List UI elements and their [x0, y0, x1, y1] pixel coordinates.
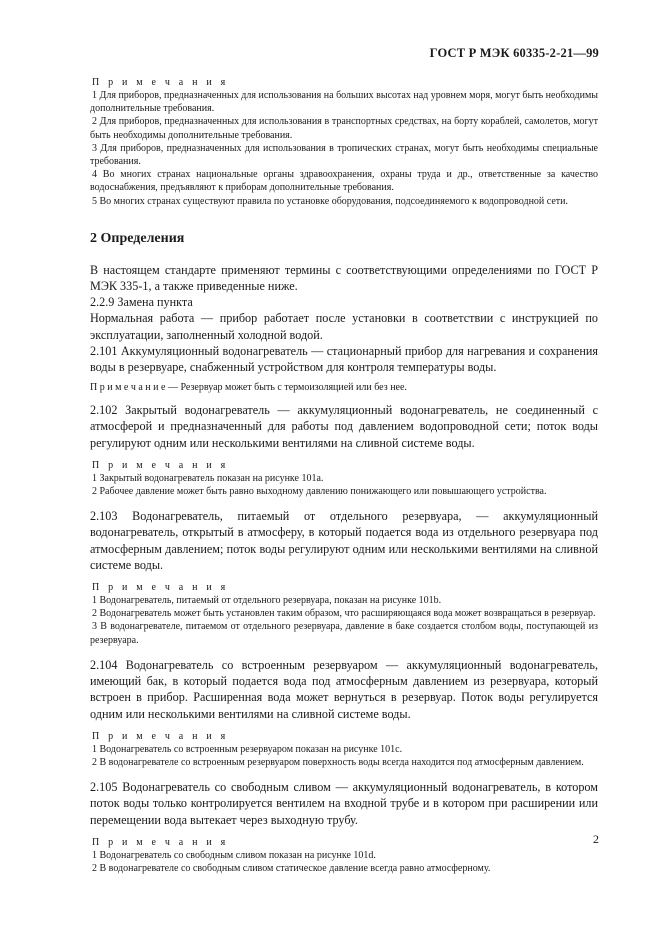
note-item: 1 Водонагреватель со встроенным резервуаром показан на рисунке 101c. — [92, 743, 403, 755]
notes-title: П р и м е ч а н и я — [92, 459, 229, 471]
note-item: 1 Водонагреватель, питаемый от отдельного резервуара, показан на рисунке 101b. — [92, 595, 442, 607]
clause-2-101: 2.101 Аккумуляционный водонагреватель — стационарный прибор для нагревания и сохранения воды в резервуаре, снабженный устройством для контроля температуры воды. — [90, 343, 598, 375]
definition-normal-work: Нормальная работа — прибор работает после установки в соответствии с инструкцией по эксплуатации, заполненный холодной водой. — [90, 311, 598, 342]
intro-paragraph: В настоящем стандарте применяют термины с соответствующими определениями по ГОСТ Р МЭК 335-1, а также приведенные ниже. — [90, 262, 598, 294]
note-item: 1 Для приборов, предназначенных для использования на больших высотах над уровнем моря, могут быть необходимы дополнительные требования. — [90, 90, 598, 115]
clause-2-2-9: 2.2.9 Замена пункта — [90, 295, 193, 310]
note-item: 2 Водонагреватель может быть установлен таким образом, что расширяющаяся вода может возвращаться в резервуар. — [92, 608, 596, 620]
note-item: 5 Во многих странах существуют правила по установке оборудования, подсоединяемого к водопроводной сети. — [92, 195, 569, 207]
note-item: 2 В водонагревателе со свободным сливом статическое давление всегда равно атмосферному. — [92, 862, 491, 874]
note-item: 3 Для приборов, предназначенных для использования в тропических странах, могут быть необходимы специальные требования. — [90, 142, 598, 168]
section-title: 2 Определения — [90, 230, 185, 246]
note-item: 2 Рабочее давление может быть равно выходному давлению понижающего или повышающего устройства. — [92, 486, 547, 498]
notes-title: П р и м е ч а н и я — [92, 730, 229, 742]
clause-2-103: 2.103 Водонагреватель, питаемый от отдельного резервуара, — аккумуляционный водонагреватель, открытый в атмосферу, в который подается вода из отдельного резервуара под атмосферным давлением; поток воды регулируют одним или несколькими вентилями на сливной системе воды. — [90, 509, 598, 572]
notes-title: П р и м е ч а н и я — [92, 582, 229, 594]
notes-title: П р и м е ч а н и я — [92, 836, 229, 848]
page-content — [90, 76, 598, 875]
note-item: 2 В водонагревателе со встроенным резервуаром поверхность воды всегда находится под атмосферным давлением. — [92, 756, 584, 768]
clause-2-105: 2.105 Водонагреватель со свободным сливом — аккумуляционный водонагреватель, в котором поток воды только контролируется вентилем на входной трубе и в котором при расширении или перемещении вода вытекает через выходную трубу. — [90, 780, 598, 827]
document-header: ГОСТ Р МЭК 60335-2-21—99 — [429, 46, 599, 60]
note-item: 3 В водонагревателе, питаемом от отдельного резервуара, давление в баке создается столбом воды, поступающей из резервуара. — [90, 621, 598, 646]
note-item: 1 Водонагреватель со свободным сливом показан на рисунке 101d. — [92, 849, 376, 861]
note-item: 1 Закрытый водонагреватель показан на рисунке 101a. — [92, 472, 324, 484]
notes-title: П р и м е ч а н и я — [92, 77, 229, 88]
clause-2-102: 2.102 Закрытый водонагреватель — аккумуляционный водонагреватель, не соединенный с атмосферой и предназначенный для работы под давлением водопроводной сети; поток воды регулируют одним или несколькими вентилями на сливной системе воды. — [90, 403, 598, 450]
note-item: 2 Для приборов, предназначенных для использования в транспортных средствах, на борту кораблей, самолетов, могут быть необходимы дополнительные требования. — [90, 116, 598, 141]
note-item: 4 Во многих странах национальные органы здравоохранения, охраны труда и др., ответственные за качество водоснабжения, предъявляют к приборам дополнительные требования. — [90, 169, 598, 194]
page-number: 2 — [593, 832, 599, 846]
clause-2-104: 2.104 Водонагреватель со встроенным резервуаром — аккумуляционный водонагреватель, имеющий бак, в который подается вода под атмосферным давлением из резервуара, который встроен в прибор. Расширенная вода может вернуться в резервуар. Поток воды регулируется одним или несколькими вентилями на сливной системе воды. — [90, 657, 598, 721]
note-2-101: П р и м е ч а н и е — Резервуар может быть с термоизоляцией или без нее. — [90, 382, 407, 394]
